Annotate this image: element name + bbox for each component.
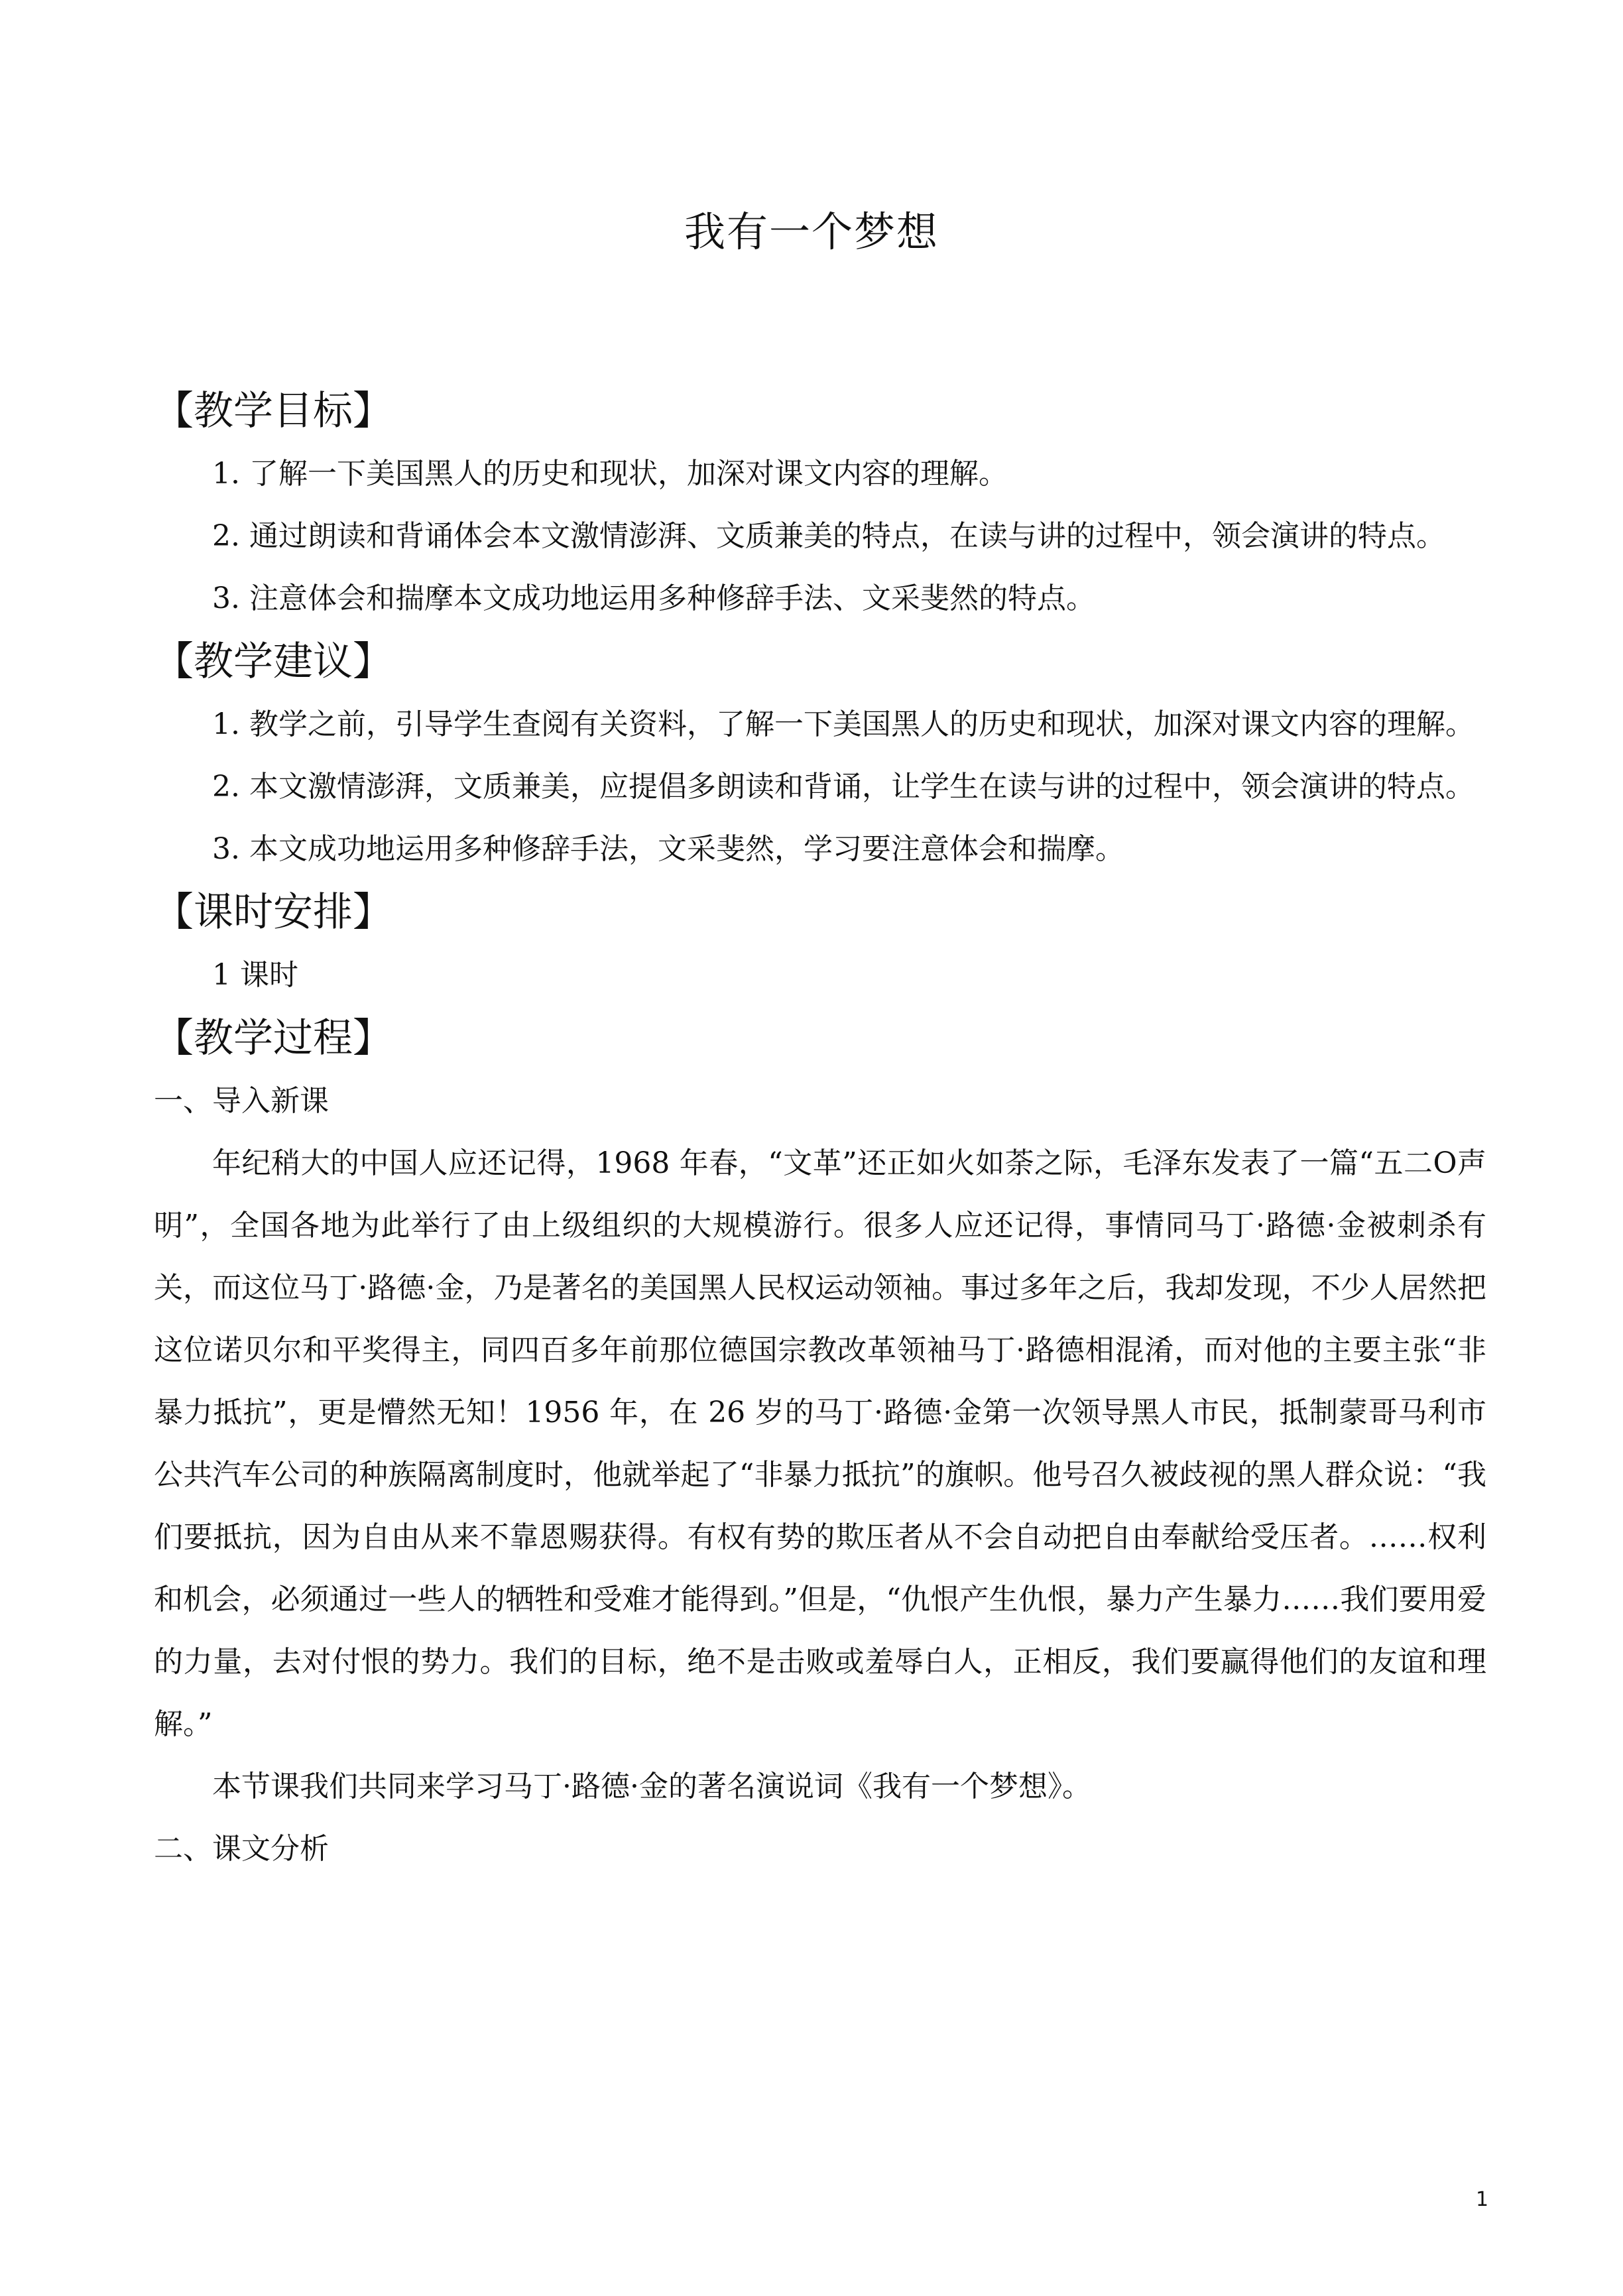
heading-class-schedule: 【课时安排】 xyxy=(154,889,392,936)
intro-closing-paragraph: 本节课我们共同来学习马丁·路德·金的著名演说词《我有一个梦想》。 xyxy=(212,1770,1091,1803)
suggestion-item-2: 2. 本文激情澎湃，文质兼美，应提倡多朗读和背诵，让学生在读与讲的过程中，领会演讲的特点。 xyxy=(212,770,1474,804)
heading-teaching-goals: 【教学目标】 xyxy=(154,388,392,434)
document-body xyxy=(154,379,1486,1880)
goal-item-3: 3. 注意体会和揣摩本文成功地运用多种修辞手法、文采斐然的特点。 xyxy=(212,581,1095,615)
suggestion-item-3: 3. 本文成功地运用多种修辞手法，文采斐然，学习要注意体会和揣摩。 xyxy=(212,832,1124,866)
heading-teaching-suggestions: 【教学建议】 xyxy=(154,638,392,685)
page-number: 1 xyxy=(1476,2188,1489,2211)
suggestion-item-1: 1. 教学之前，引导学生查阅有关资料，了解一下美国黑人的历史和现状，加深对课文内容的理解。 xyxy=(212,707,1474,741)
goal-item-1: 1. 了解一下美国黑人的历史和现状，加深对课文内容的理解。 xyxy=(212,457,1008,491)
schedule-text: 1 课时 xyxy=(212,958,298,992)
goal-item-2: 2. 通过朗读和背诵体会本文激情澎湃、文质兼美的特点，在读与讲的过程中，领会演讲的特点。 xyxy=(212,519,1445,553)
document-title: 我有一个梦想 xyxy=(684,208,939,256)
heading-teaching-process: 【教学过程】 xyxy=(154,1015,392,1061)
subsection-title-intro: 一、导入新课 xyxy=(154,1084,329,1118)
intro-paragraph: 年纪稍大的中国人应还记得，1968 年春，“文革”还正如火如荼之际，毛泽东发表了一篇“五二O声明”，全国各地为此举行了由上级组织的大规模游行。很多人应还记得，事情同马丁·路德·金被刺杀有关，而这位马丁·路德·金，乃是著名的美国黑人民权运动领袖。事过多年之后，我却发现，不少人居然把这位诺贝尔和平奖得主，同四百多年前那位德国宗教改革领袖马丁·路德相混淆，而对他的主要主张“非暴力抵抗”，更是懵然无知！1956 年，在 26 岁的马丁·路德·金第一次领导黑人市民，抵制蒙哥马利市公共汽车公司的种族隔离制度时，他就举起了“非暴力抵抗”的旗帜。他号召久被歧视的黑人群众说：“我们要抵抗，因为自由从来不靠恩赐获得。有权有势的欺压者从不会自动把自由奉献给受压者。……权利和机会，必须通过一些人的牺牲和受难才能得到。”但是，“仇恨产生仇恨，暴力产生暴力……我们要用爱的力量，去对付恨的势力。我们的目标，绝不是击败或羞辱白人，正相反，我们要赢得他们的友谊和理解。” xyxy=(154,1146,1486,1741)
subsection-title-analysis: 二、课文分析 xyxy=(154,1832,329,1866)
